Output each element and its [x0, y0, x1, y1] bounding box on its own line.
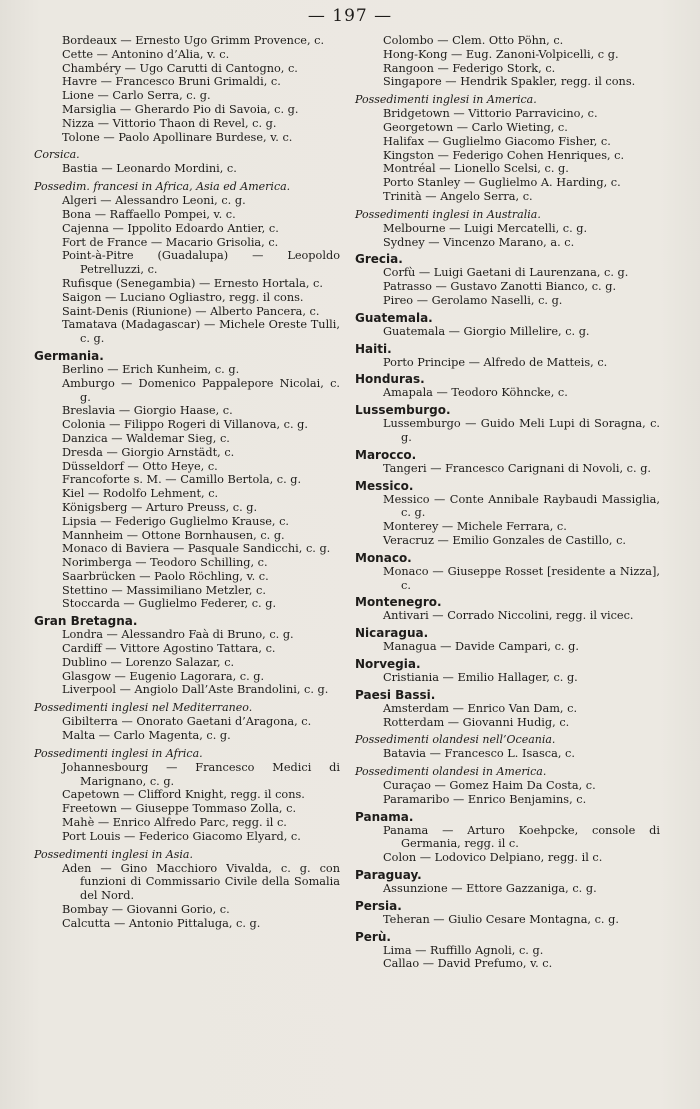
- consulate-entry: Callao — David Prefumo, v. c.: [383, 957, 553, 971]
- consulate-entry: Porto Stanley — Guglielmo A. Harding, c.: [383, 176, 621, 190]
- consulate-entry: Monaco — Giuseppe Rosset [residente a Nizza], c.: [383, 564, 660, 592]
- consulate-entry: Lipsia — Federigo Guglielmo Krause, c.: [62, 514, 290, 528]
- consulate-entry: Patrasso — Gustavo Zanotti Bianco, c. g.: [383, 280, 617, 294]
- consulate-entry: Gibilterra — Onorato Gaetani d’Aragona, c.: [62, 715, 312, 729]
- consulate-entry: Pireo — Gerolamo Naselli, c. g.: [383, 293, 563, 307]
- consulate-entry: Cristiania — Emilio Hallager, c. g.: [383, 670, 578, 684]
- consulate-entry: Amsterdam — Enrico Van Dam, c.: [383, 701, 578, 715]
- region-subheading: Possedimenti olandesi nell’Oceania.: [355, 733, 556, 747]
- consulate-entry: Bordeaux — Ernesto Ugo Grimm Provence, c.: [62, 34, 325, 47]
- consulate-entry: Colonia — Filippo Rogeri di Villanova, c. g.: [62, 418, 308, 432]
- consulate-entry: Monaco di Baviera — Pasquale Sandicchi, c. g.: [62, 542, 331, 556]
- consulate-entry: Halifax — Guglielmo Giacomo Fisher, c.: [383, 134, 611, 148]
- page-number: — 197 —: [307, 6, 393, 26]
- consulate-entry: Nizza — Vittorio Thaon di Revel, c. g.: [62, 116, 277, 130]
- consulate-entry: Teheran — Giulio Cesare Montagna, c. g.: [383, 912, 619, 926]
- consulate-entry: Saint-Denis (Riunione) — Alberto Pancera, c.: [62, 304, 320, 318]
- consulate-entry: Bridgetown — Vittorio Parravicino, c.: [383, 107, 598, 121]
- country-heading: Messico.: [355, 478, 414, 493]
- country-heading: Marocco.: [355, 447, 417, 462]
- consulate-entry: Kingston — Federigo Cohen Henriques, c.: [383, 148, 625, 162]
- consulate-entry: Stettino — Massimiliano Metzler, c.: [62, 583, 266, 597]
- country-heading: Monaco.: [355, 550, 412, 565]
- consulate-entry: Curaçao — Gomez Haim Da Costa, c.: [383, 779, 596, 793]
- consulate-entry: Algeri — Alessandro Leoni, c. g.: [62, 194, 246, 208]
- consulate-entry: Hong-Kong — Eug. Zanoni-Volpicelli, c g.: [383, 47, 619, 61]
- consulate-entry: Amapala — Teodoro Köhncke, c.: [383, 386, 568, 400]
- country-heading: Nicaragua.: [355, 626, 429, 641]
- consulate-entry: Monterey — Michele Ferrara, c.: [383, 520, 567, 534]
- consulate-entry: Capetown — Clifford Knight, regg. il cons.: [62, 788, 305, 802]
- consulate-entry: Veracruz — Emilio Gonzales de Castillo, c.: [383, 533, 627, 547]
- consulate-entry: Paramaribo — Enrico Benjamins, c.: [383, 792, 587, 806]
- consulate-entry: Lione — Carlo Serra, c. g.: [62, 89, 211, 103]
- consulate-entry: Singapore — Hendrik Spakler, regg. il cons.: [383, 75, 636, 89]
- consulate-entry: Königsberg — Arturo Preuss, c. g.: [62, 500, 258, 514]
- region-subheading: Possedimenti inglesi in America.: [355, 93, 537, 107]
- consulate-entry: Liverpool — Angiolo Dall’Aste Brandolini, c. g.: [62, 683, 329, 697]
- consulate-entry: Guatemala — Giorgio Millelire, c. g.: [383, 324, 590, 338]
- consulate-entry: Francoforte s. M. — Camillo Bertola, c. g.: [62, 473, 302, 487]
- consulate-entry: Saigon — Luciano Ogliastro, regg. il cons.: [62, 290, 304, 304]
- consulate-entry: Bastia — Leonardo Mordini, c.: [62, 162, 237, 176]
- consulate-entry: Cette — Antonino d’Alia, v. c.: [62, 47, 230, 61]
- consulate-entry: Berlino — Erich Kunheim, c. g.: [62, 362, 240, 376]
- consulate-entry: Danzica — Waldemar Sieg, c.: [62, 431, 230, 445]
- consulate-entry: Point-à-Pitre (Guadalupa) — Leopoldo Petrelluzzi, c.: [62, 249, 340, 277]
- consulate-entry: Tamatava (Madagascar) — Michele Oreste Tulli, c. g.: [62, 318, 340, 346]
- consulate-entry: Breslavia — Giorgio Haase, c.: [62, 404, 233, 418]
- consulate-entry: Assunzione — Ettore Gazzaniga, c. g.: [383, 882, 597, 896]
- region-subheading: Possedimenti inglesi nel Mediterraneo.: [34, 701, 253, 715]
- consulate-entry: Freetown — Giuseppe Tommaso Zolla, c.: [62, 802, 297, 816]
- consulate-entry: Marsiglia — Gherardo Pio di Savoia, c. g.: [62, 102, 299, 116]
- region-subheading: Possedimenti inglesi in Africa.: [34, 746, 203, 760]
- consulate-entry: Fort de France — Macario Grisolia, c.: [62, 235, 279, 249]
- consulate-entry: Kiel — Rodolfo Lehment, c.: [62, 487, 219, 501]
- country-heading: Norvegia.: [355, 656, 421, 671]
- consulate-entry: Rotterdam — Giovanni Hudig, c.: [383, 715, 570, 729]
- country-heading: Paesi Bassi.: [355, 687, 436, 702]
- country-heading: Gran Bretagna.: [34, 614, 138, 629]
- consulate-entry: Bombay — Giovanni Gorio, c.: [62, 903, 230, 917]
- consulate-entry: Glasgow — Eugenio Lagorara, c. g.: [62, 669, 265, 683]
- consulate-entry: Dresda — Giorgio Arnstädt, c.: [62, 445, 235, 459]
- consulate-entry: Sydney — Vincenzo Marano, a. c.: [383, 235, 575, 249]
- right-column: [355, 34, 660, 971]
- consulate-entry: Dublino — Lorenzo Salazar, c.: [62, 655, 235, 669]
- consulate-entry: Aden — Gino Macchioro Vivalda, c. g. con funzioni di Commissario Civile della Somalia del Nord.: [62, 861, 340, 903]
- consulate-entry: Rufisque (Senegambia) — Ernesto Hortala, c.: [62, 276, 323, 290]
- country-heading: Persia.: [355, 898, 402, 913]
- region-subheading: Corsica.: [34, 148, 80, 162]
- consulate-entry: Mannheim — Ottone Bornhausen, c. g.: [62, 528, 285, 542]
- consulate-entry: Messico — Conte Annibale Raybaudi Massiglia, c. g.: [383, 492, 660, 520]
- consulate-entry: Havre — Francesco Bruni Grimaldi, c.: [62, 75, 281, 89]
- consulate-entry: Malta — Carlo Magenta, c. g.: [62, 729, 231, 743]
- consulate-entry: Johannesbourg — Francesco Medici di Marignano, c. g.: [62, 760, 340, 788]
- consulate-entry: Amburgo — Domenico Pappalepore Nicolai, c. g.: [62, 376, 340, 404]
- consulate-entry: Managua — Davide Campari, c. g.: [383, 640, 579, 654]
- consulate-entry: Düsseldorf — Otto Heye, c.: [62, 459, 218, 473]
- consulate-entry: Lima — Ruffillo Agnoli, c. g.: [383, 943, 544, 957]
- region-subheading: Possedimenti inglesi in Asia.: [34, 847, 193, 861]
- country-heading: Paraguay.: [355, 868, 422, 883]
- country-heading: Haiti.: [355, 341, 392, 356]
- consulate-entry: Calcutta — Antonio Pittaluga, c. g.: [62, 916, 261, 930]
- consulate-entry: Corfù — Luigi Gaetani di Laurenzana, c. g.: [383, 266, 629, 280]
- country-heading: Montenegro.: [355, 595, 442, 610]
- consulate-entry: Londra — Alessandro Faà di Bruno, c. g.: [62, 628, 294, 642]
- country-heading: Germania.: [34, 348, 104, 363]
- consulate-entry: Porto Principe — Alfredo de Matteis, c.: [383, 355, 608, 369]
- consulate-entry: Mahè — Enrico Alfredo Parc, regg. il c.: [62, 816, 287, 830]
- country-heading: Perù.: [355, 929, 391, 944]
- left-column: [34, 34, 340, 931]
- consulate-entry: Tangeri — Francesco Carignani di Novoli, c. g.: [383, 461, 652, 475]
- consulate-entry: Saarbrücken — Paolo Röchling, v. c.: [62, 569, 269, 583]
- consulate-entry: Rangoon — Federigo Stork, c.: [383, 61, 556, 75]
- consulate-entry: Lussemburgo — Guido Meli Lupi di Soragna, c. g.: [383, 417, 660, 444]
- consulate-entry: Norimberga — Teodoro Schilling, c.: [62, 556, 268, 570]
- country-heading: Lussemburgo.: [355, 403, 451, 418]
- consulate-entry: Chambéry — Ugo Carutti di Cantogno, c.: [62, 61, 298, 75]
- consulate-entry: Bona — Raffaello Pompei, v. c.: [62, 207, 236, 221]
- country-heading: Panama.: [355, 809, 414, 824]
- consulate-entry: Antivari — Corrado Niccolini, regg. il vicec.: [383, 609, 634, 623]
- consulate-entry: Port Louis — Federico Giacomo Elyard, c.: [62, 829, 301, 843]
- region-subheading: Possedim. francesi in Africa, Asia ed America.: [34, 180, 291, 194]
- consulate-entry: Trinità — Angelo Serra, c.: [383, 189, 533, 203]
- consulate-entry: Colon — Lodovico Delpiano, regg. il c.: [383, 851, 603, 865]
- consulate-entry: Panama — Arturo Koehpcke, console di Germania, regg. il c.: [383, 823, 660, 851]
- consulate-entry: Stoccarda — Guglielmo Federer, c. g.: [62, 597, 277, 611]
- consulate-entry: Colombo — Clem. Otto Pöhn, c.: [383, 34, 564, 47]
- consulate-entry: Georgetown — Carlo Wieting, c.: [383, 120, 568, 134]
- consulate-entry: Montréal — Lionello Scelsi, c. g.: [383, 162, 569, 176]
- consulate-entry: Tolone — Paolo Apollinare Burdese, v. c.: [62, 130, 293, 144]
- region-subheading: Possedimenti olandesi in America.: [355, 765, 547, 779]
- consulate-entry: Melbourne — Luigi Mercatelli, c. g.: [383, 221, 588, 235]
- region-subheading: Possedimenti inglesi in Australia.: [355, 207, 541, 221]
- consulate-entry: Cardiff — Vittore Agostino Tattara, c.: [62, 642, 276, 656]
- consulate-entry: Batavia — Francesco L. Isasca, c.: [383, 747, 575, 761]
- country-heading: Grecia.: [355, 252, 403, 267]
- country-heading: Honduras.: [355, 372, 425, 387]
- country-heading: Guatemala.: [355, 310, 433, 325]
- consulate-entry: Cajenna — Ippolito Edoardo Antier, c.: [62, 221, 279, 235]
